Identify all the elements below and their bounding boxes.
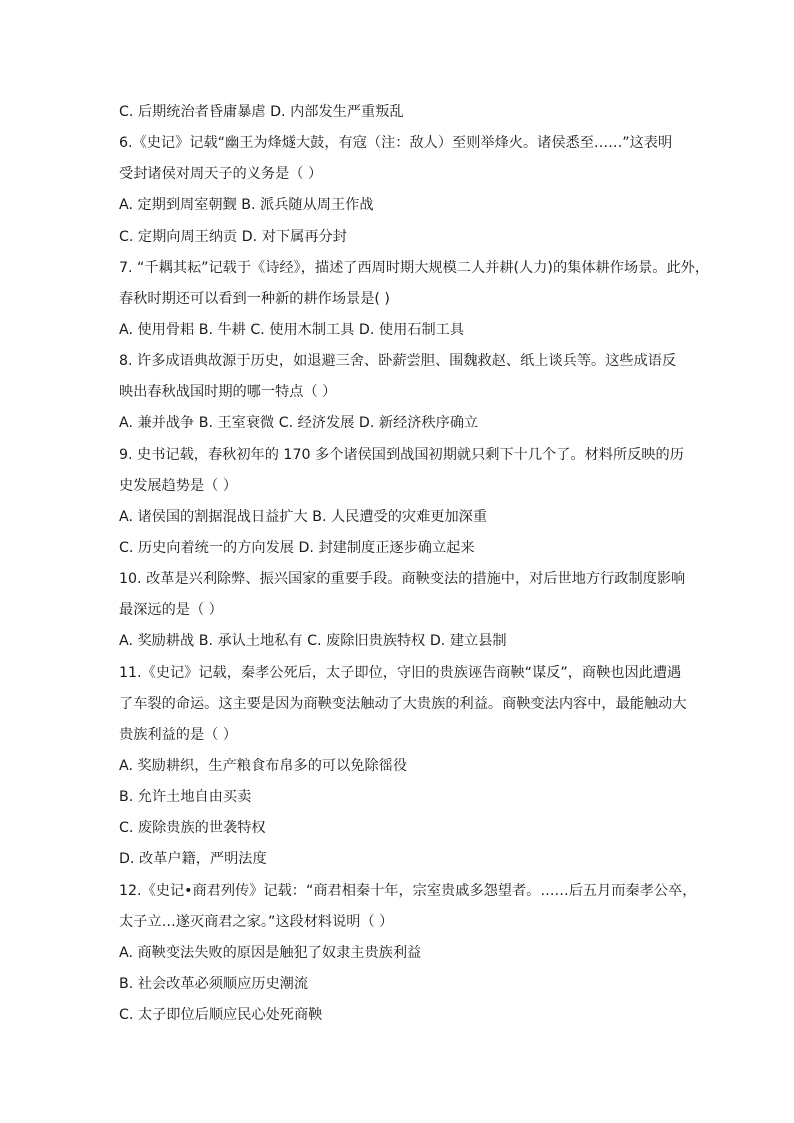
text-line: A. 奖励耕战 B. 承认土地私有 C. 废除旧贵族特权 D. 建立县制 bbox=[119, 633, 507, 649]
text-line: 11.《史记》记载，秦孝公死后，太子即位，守旧的贵族诬告商鞅“谋反”，商鞅也因此遭遇 bbox=[119, 665, 682, 681]
text-line: A. 兼并战争 B. 王室衰微 C. 经济发展 D. 新经济秩序确立 bbox=[119, 415, 479, 431]
text-line: 10. 改革是兴利除弊、振兴国家的重要手段。商鞅变法的措施中，对后世地方行政制度影响 bbox=[119, 571, 686, 587]
text-line: A. 使用骨耜 B. 牛耕 C. 使用木制工具 D. 使用石制工具 bbox=[119, 322, 465, 338]
text-line: 12.《史记•商君列传》记载：“商君相秦十年，宗室贵戚多怨望者。……后五月而秦孝公卒， bbox=[119, 883, 697, 899]
text-line: 太子立…遂灭商君之家。”这段材料说明（ ） bbox=[119, 914, 394, 930]
text-line: C. 太子即位后顺应民心处死商鞅 bbox=[119, 1007, 323, 1023]
text-line: B. 允许土地自由买卖 bbox=[119, 789, 252, 805]
text-line: A. 奖励耕织，生产粮食布帛多的可以免除徭役 bbox=[119, 758, 408, 774]
text-line: 了车裂的命运。这主要是因为商鞅变法触动了大贵族的利益。商鞅变法内容中，最能触动大 bbox=[119, 696, 687, 712]
text-line: 9. 史书记载，春秋初年的 170 多个诸侯国到战国初期就只剩下十几个了。材料所反映的历 bbox=[119, 447, 684, 463]
text-line: 映出春秋战国时期的哪一特点（ ） bbox=[119, 384, 337, 400]
text-line: A. 商鞅变法失败的原因是触犯了奴隶主贵族利益 bbox=[119, 945, 422, 961]
text-line: 6.《史记》记载“幽王为烽燧大鼓，有寇（注：敌人）至则举烽火。诸侯悉至……”这表明 bbox=[119, 135, 673, 151]
text-line: 最深远的是（ ） bbox=[119, 602, 223, 618]
text-line: C. 废除贵族的世袭特权 bbox=[119, 820, 266, 836]
text-line: A. 诸侯国的割据混战日益扩大 B. 人民遭受的灾难更加深重 bbox=[119, 509, 488, 525]
text-line: 8. 许多成语典故源于历史，如退避三舍、卧薪尝胆、围魏救赵、纸上谈兵等。这些成语反 bbox=[119, 353, 677, 369]
text-line: 贵族利益的是（ ） bbox=[119, 727, 238, 743]
text-line: 春秋时期还可以看到一种新的耕作场景是( ) bbox=[119, 291, 390, 307]
text-line: C. 历史向着统一的方向发展 D. 封建制度正逐步确立起来 bbox=[119, 540, 475, 556]
text-line: C. 定期向周王纳贡 D. 对下属再分封 bbox=[119, 229, 347, 245]
text-line: 史发展趋势是（ ） bbox=[119, 478, 238, 494]
text-line: B. 社会改革必须顺应历史潮流 bbox=[119, 976, 309, 992]
text-line: 受封诸侯对周天子的义务是（ ） bbox=[119, 166, 323, 182]
text-line: 7. “千耦其耘”记载于《诗经》，描述了西周时期大规模二人并耕(人力)的集体耕作场景。此外， bbox=[119, 260, 710, 276]
text-line: C. 后期统治者昏庸暴虐 D. 内部发生严重叛乱 bbox=[119, 104, 404, 120]
text-line: D. 改革户籍，严明法度 bbox=[119, 851, 267, 867]
text-line: A. 定期到周室朝觐 B. 派兵随从周王作战 bbox=[119, 197, 374, 213]
